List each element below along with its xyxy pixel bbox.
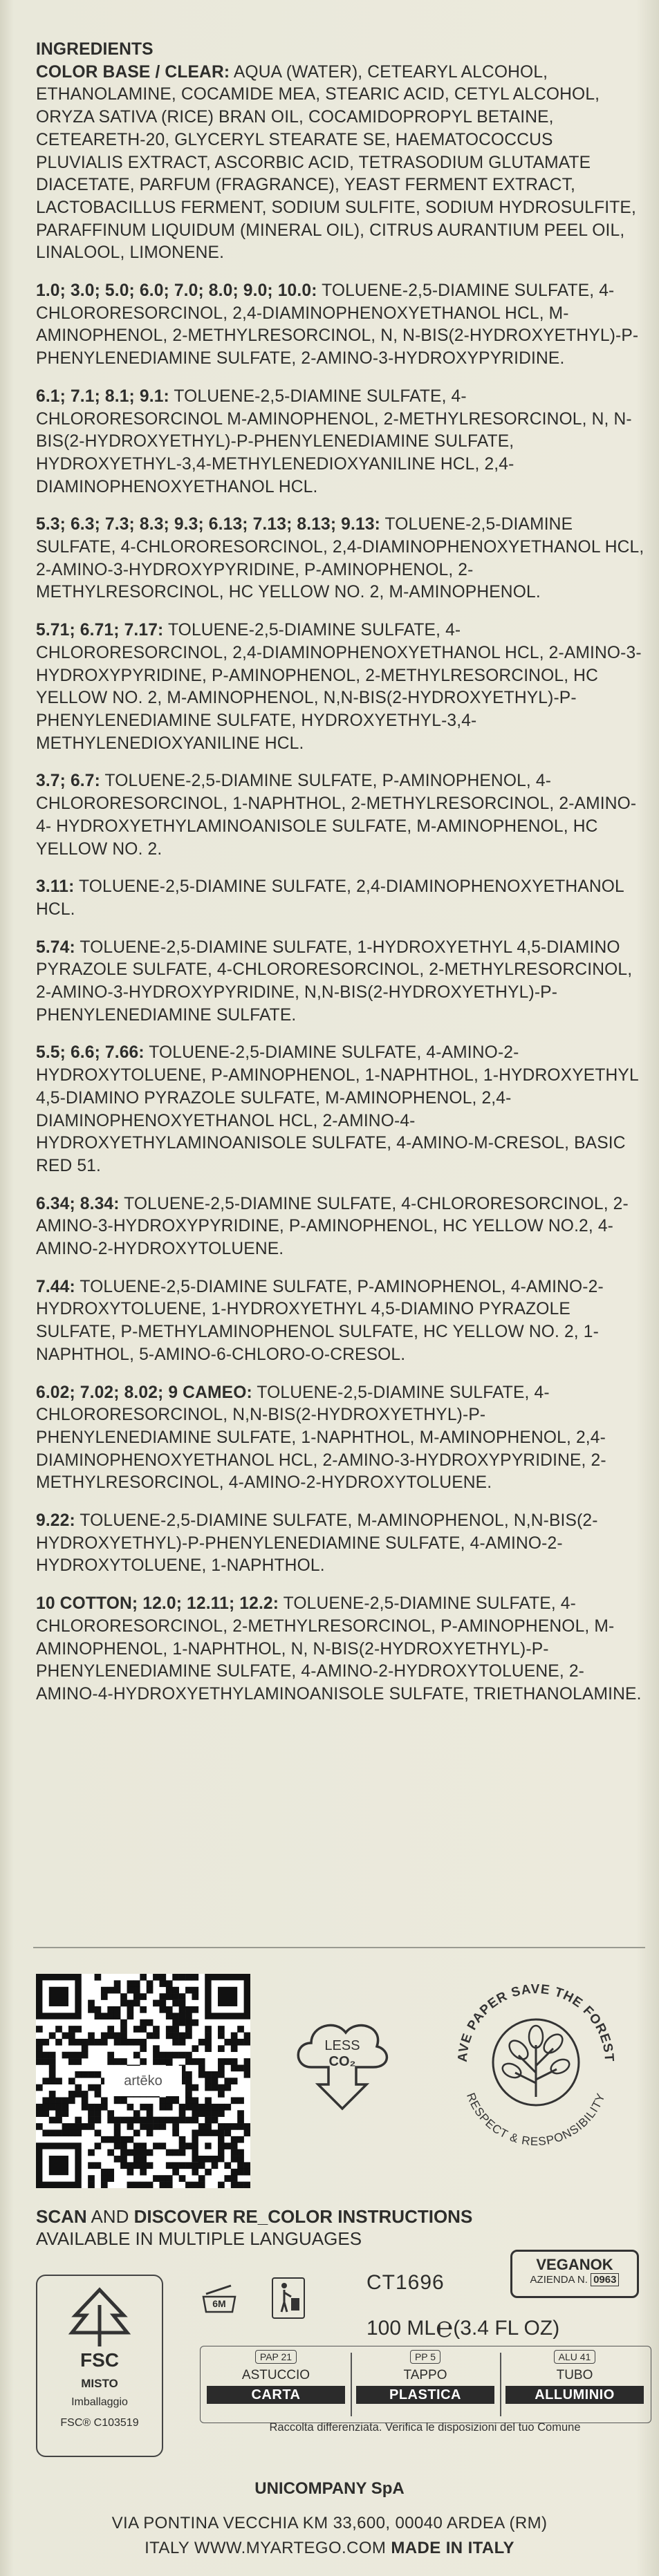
scan-instructions: SCAN AND DISCOVER RE_COLOR INSTRUCTIONS AVAILABLE IN MULTIPLE LANGUAGES — [36, 2206, 473, 2249]
ingredient-group: 3.7; 6.7: TOLUENE-2,5-DIAMINE SULFATE, P-AMINOPHENOL, 4-CHLORORESORCINOL, 1-NAPHTHOL, 2-METHYLRESORCINOL, 2-AMINO-4- HYDROXYETHYLAMINOANISOLE SULFATE, M-AMINOPHENOL, HC YELLOW NO. 2. — [36, 772, 637, 859]
product-code: CT1696 — [366, 2271, 445, 2294]
company-name: UNICOMPANY SpA — [254, 2479, 405, 2498]
packaging-item: ALU 41 TUBO ALLUMINIO — [505, 2346, 644, 2404]
svg-text:RESPECT & RESPONSIBILITY: RESPECT & RESPONSIBILITY — [464, 2091, 608, 2149]
ingredients-block — [36, 39, 644, 1721]
qr-logo: artēko — [104, 2066, 182, 2096]
ingredient-group: 3.11: TOLUENE-2,5-DIAMINE SULFATE, 2,4-DIAMINOPHENOXYETHANOL HCL. — [36, 877, 624, 919]
ingredient-group: 5.3; 6.3; 7.3; 8.3; 9.3; 6.13; 7.13; 8.13; 9.13: TOLUENE-2,5-DIAMINE SULFATE, 4-CHLORORESORCINOL, 2,4-DIAMINOPHENOXYETHANOL HCL, 2-AMINO-3-HYDROXYPYRIDINE, P-AMINOPHENOL, 2-METHYLRESORCINOL, HC YELLOW NO. 2, M-AMINOPHENOL. — [36, 515, 644, 602]
recycle-bin-badge — [272, 2277, 305, 2319]
qr-code[interactable] — [36, 1974, 250, 2188]
less-label: LESS — [324, 2038, 360, 2053]
volume: 100 ML℮(3.4 FL OZ) — [366, 2311, 560, 2343]
ingredient-group: 6.1; 7.1; 8.1; 9.1: TOLUENE-2,5-DIAMINE SULFATE, 4-CHLORORESORCINOL M-AMINOPHENOL, 2-METHYLRESORCINOL, N, N-BIS(2-HYDROXYETHYL)-P-PHENYLENEDIAMINE SULFATE, HYDROXYETHYL-3,4-METHYLENEDIOXYANILINE HCL, 2,4-DIAMINOPHENOXYETHANOL HCL. — [36, 386, 632, 496]
packaging-item: PP 5 TAPPO PLASTICA — [356, 2346, 494, 2404]
fsc-badge: FSC MISTO Imballaggio FSC® C103519 — [36, 2275, 163, 2457]
divider — [33, 1947, 645, 1948]
company-address: VIA PONTINA VECCHIA KM 33,600, 00040 ARDEA (RM) — [111, 2514, 548, 2532]
veganok-badge: VEGANOK AZIENDA N. 0963 — [510, 2250, 639, 2298]
ingredient-group: 5.74: TOLUENE-2,5-DIAMINE SULFATE, 1-HYDROXYETHYL 4,5-DIAMINO PYRAZOLE SULFATE, 4-CHLORORESORCINOL, 2-METHYLRESORCINOL, 2-AMINO-3-HYDROXYPYRIDINE, N,N-BIS(2-HYDROXYETHYL)-P-PHENYLENEDIAMINE SULFATE. — [36, 937, 633, 1025]
person-bin-icon — [273, 2279, 304, 2317]
company-site: ITALY WWW.MYARTEGO.COM MADE IN ITALY — [145, 2539, 514, 2557]
ingredient-group: COLOR BASE / CLEAR: AQUA (WATER), CETEARYL ALCOHOL, ETHANOLAMINE, COCAMIDE MEA, STEARIC ACID, CETYL ALCOHOL, ORYZA SATIVA (RICE) BRAN OIL, COCAMIDOPROPYL BETAINE, CETEARETH-20, GLYCERYL STEARATE SE, HAEMATOCOCCUS PLUVIALIS EXTRACT, ASCORBIC ACID, TETRASODIUM GLUTAMATE DIACETATE, PARFUM (FRAGRANCE), YEAST FERMENT EXTRACT, LACTOBACILLUS FERMENT, SODIUM SULFITE, SODIUM HYDROSULFITE, PARAFFINUM LIQUIDUM (MINERAL OIL), CITRUS AURANTIUM PEEL OIL, LINALOOL, LIMONENE. — [36, 62, 636, 263]
ingredient-group: 5.5; 6.6; 7.66: TOLUENE-2,5-DIAMINE SULFATE, 4-AMINO-2-HYDROXYTOLUENE, P-AMINOPHENOL, 1-NAPHTHOL, 1-HYDROXYETHYL 4,5-DIAMINO PYRAZOLE SULFATE, M-AMINOPHENOL, 2,4-DIAMINOPHENOXYETHANOL HCL, 2-AMINO-4-HYDROXYETHYLAMINOANISOLE SULFATE, 4-AMINO-M-CRESOL, BASIC RED 51. — [36, 1043, 638, 1175]
less-co2-badge — [287, 2008, 398, 2112]
ingredient-group: 9.22: TOLUENE-2,5-DIAMINE SULFATE, M-AMINOPHENOL, N,N-BIS(2-HYDROXYETHYL)-P-PHENYLENEDIAMINE SULFATE, 4-AMINO-2-HYDROXYTOLUENE, 1-NAPHTHOL. — [36, 1511, 598, 1576]
ingredients-groups — [36, 62, 644, 1706]
ingredients-heading: INGREDIENTS — [36, 40, 154, 59]
ingredient-group: 7.44: TOLUENE-2,5-DIAMINE SULFATE, P-AMINOPHENOL, 4-AMINO-2-HYDROXYTOLUENE, 1-HYDROXYETHYL 4,5-DIAMINO PYRAZOLE SULFATE, P-METHYLAMINOPHENOL SULFATE, HC YELLOW NO. 2, 1-NAPHTHOL, 5-AMINO-6-CHLORO-O-CRESOL. — [36, 1277, 604, 1364]
ingredient-group: 6.02; 7.02; 8.02; 9 CAMEO: TOLUENE-2,5-DIAMINE SULFATE, 4-CHLORORESORCINOL, N,N-BIS(2-HYDROXYETHYL)-P-PHENYLENEDIAMINE SULFATE, 1-NAPHTHOL, M-AMINOPHENOL, 2,4-DIAMINOPHENOXYETHANOL HCL, 2-AMINO-3-HYDROXYPYRIDINE, 2-METHYLRESORCINOL, 4-AMINO-2-HYDROXYTOLUENE. — [36, 1383, 606, 1493]
co2-label: CO₂ — [328, 2054, 356, 2069]
save-forests-seal — [443, 1969, 629, 2156]
tree-seal-icon — [443, 1969, 629, 2156]
ingredient-group: 6.34; 8.34: TOLUENE-2,5-DIAMINE SULFATE, 4-CHLORORESORCINOL, 2-AMINO-3-HYDROXYPYRIDINE, P-AMINOPHENOL, HC YELLOW NO.2, 4-AMINO-2-HYDROXYTOLUENE. — [36, 1194, 629, 1259]
fsc-tree-icon — [62, 2284, 138, 2350]
vegan-number: 0963 — [591, 2273, 619, 2286]
ingredient-group: 10 COTTON; 12.0; 12.11; 12.2: TOLUENE-2,5-DIAMINE SULFATE, 4-CHLORORESORCINOL, 2-METHYLRESORCINOL, P-AMINOPHENOL, M-AMINOPHENOL, 1-NAPHTHOL, N, N-BIS(2-HYDROXYETHYL)-P-PHENYLENEDIAMINE SULFATE, 4-AMINO-2-HYDROXYTOLUENE, 2-AMINO-4-HYDROXYETHYLAMINOANISOLE SULFATE, TRIETHANOLAMINE. — [36, 1594, 642, 1704]
pao-badge: 6M — [201, 2281, 238, 2313]
svg-text:SAVE PAPER SAVE THE FORESTS: AVE PAPER SAVE THE FOREST — [455, 1982, 617, 2063]
ingredient-group: 1.0; 3.0; 5.0; 6.0; 7.0; 8.0; 9.0; 10.0: TOLUENE-2,5-DIAMINE SULFATE, 4-CHLORORESORCINOL, 2,4-DIAMINOPHENOXYETHANOL HCL, M-AMINOPHENOL, 2-METHYLRESORCINOL, N, N-BIS(2-HYDROXYETHYL)-P-PHENYLENEDIAMINE SULFATE, 2-AMINO-3-HYDROXYPYRIDINE. — [36, 281, 639, 368]
packaging-item: PAP 21 ASTUCCIO CARTA — [207, 2346, 345, 2404]
ingredient-group: 5.71; 6.71; 7.17: TOLUENE-2,5-DIAMINE SULFATE, 4-CHLORORESORCINOL, 2,4-DIAMINOPHENOXYETHANOL HCL, 2-AMINO-3-HYDROXYPYRIDINE, P-AMINOPHENOL, 2-METHYLRESORCINOL, HC YELLOW NO. 2, M-AMINOPHENOL, N,N-BIS(2-HYDROXYETHYL)-P-PHENYLENEDIAMINE SULFATE, HYDROXYETHYL-3,4-METHYLENEDIOXYANILINE HCL. — [36, 621, 642, 753]
raccolta-note: Raccolta differenziata. Verifica le disposizioni del tuo Comune — [269, 2421, 581, 2434]
